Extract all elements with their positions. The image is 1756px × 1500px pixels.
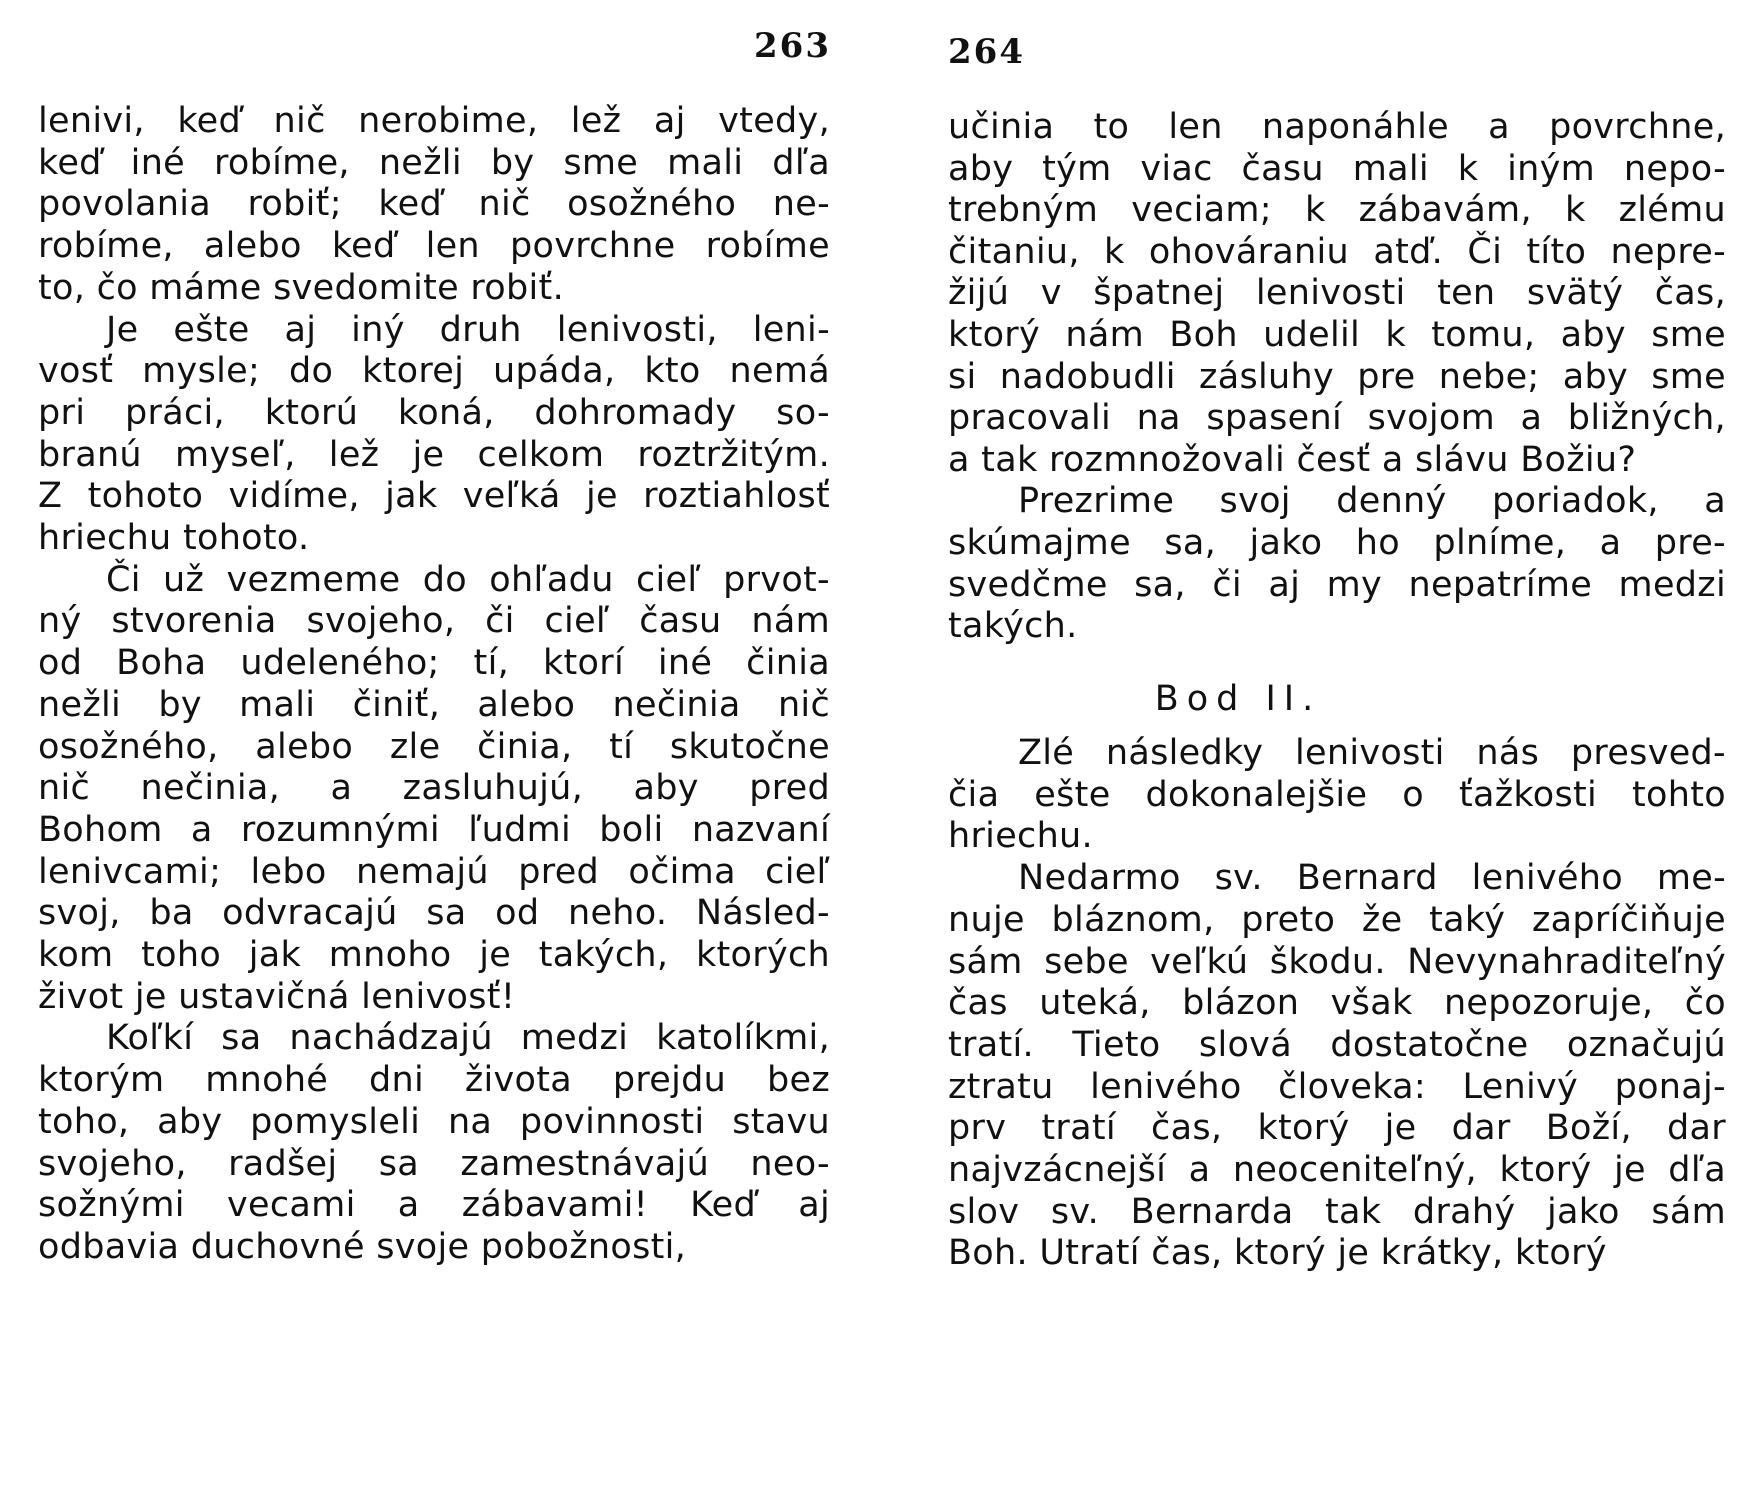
- page-number-right: 264: [948, 32, 1025, 72]
- text-line: pracovali na spasení svojom a bližných,: [948, 398, 1726, 439]
- text-line: nežli by mali činiť, alebo nečinia nič: [38, 684, 830, 725]
- text-line: nič nečinia, a zasluhujú, aby pred: [38, 768, 830, 809]
- text-line: nuje bláznom, preto že taký zapríčiňuje: [948, 899, 1726, 940]
- text-line: a tak rozmnožovali česť a slávu Božiu?: [948, 439, 1637, 480]
- text-line: od Boha udeleného; tí, ktorí iné činia: [38, 643, 830, 684]
- text-line: Koľkí sa nachádzajú medzi katolíkmi,: [106, 1018, 830, 1059]
- text-line: branú myseľ, lež je celkom roztržitým.: [38, 434, 830, 475]
- text-line: osožného, alebo zle činia, tí skutočne: [38, 726, 830, 767]
- text-line: slov sv. Bernarda tak drahý jako sám: [948, 1191, 1726, 1232]
- text-line: lenivcami; lebo nemajú pred očima cieľ: [38, 851, 830, 892]
- text-line: tratí. Tieto slová dostatočne označujú: [948, 1024, 1726, 1065]
- text-line: hriechu tohoto.: [38, 518, 310, 558]
- text-line: Nedarmo sv. Bernard lenivého me-: [1018, 858, 1726, 899]
- text-line: robíme, alebo keď len povrchne robíme: [38, 226, 830, 267]
- text-line: takých.: [948, 606, 1078, 647]
- text-line: sám sebe veľkú škodu. Nevynahraditeľný: [948, 941, 1726, 982]
- text-line: toho, aby pomysleli na povinnosti stavu: [38, 1101, 830, 1142]
- text-line: ný stvorenia svojeho, či cieľ času nám: [38, 601, 830, 642]
- text-line: pri práci, ktorú koná, dohromady so-: [38, 392, 830, 433]
- text-line: najvzácnejší a neoceniteľný, ktorý je dľa: [948, 1150, 1726, 1190]
- right-page: [878, 0, 1756, 1500]
- text-line: Či už vezmeme do ohľadu cieľ prvot-: [106, 559, 830, 600]
- text-line: Prezrime svoj denný poriadok, a: [1018, 481, 1726, 522]
- text-line: žijú v špatnej lenivosti ten svätý čas,: [948, 273, 1726, 314]
- text-line: skúmajme sa, jako ho plníme, a pre-: [948, 523, 1726, 563]
- section-heading: Bod II.: [1154, 679, 1322, 719]
- text-line: čia ešte dokonalejšie o ťažkosti tohto: [948, 774, 1726, 815]
- text-line: svedčme sa, či aj my nepatríme medzi: [948, 564, 1726, 605]
- text-line: Je ešte aj iný druh lenivosti, leni-: [106, 309, 830, 350]
- text-line: ztratu lenivého človeka: Lenivý ponaj-: [948, 1066, 1726, 1107]
- text-line: keď iné robíme, nežli by sme mali dľa: [38, 142, 830, 183]
- text-line: učinia to len naponáhle a povrchne,: [948, 107, 1726, 147]
- text-line: to, čo máme svedomite robiť.: [38, 267, 564, 308]
- page-number-left: 263: [754, 26, 831, 66]
- text-line: prv tratí čas, ktorý je dar Boží, dar: [948, 1108, 1726, 1149]
- text-line: kom toho jak mnoho je takých, ktorých: [38, 935, 830, 975]
- text-line: odbavia duchovné svoje pobožnosti,: [38, 1226, 687, 1267]
- text-line: Bohom a rozumnými ľudmi boli nazvaní: [38, 809, 830, 850]
- text-line: svoj, ba odvracajú sa od neho. Násled-: [38, 893, 830, 934]
- text-line: sožnými vecami a zábavami! Keď aj: [38, 1185, 830, 1226]
- text-line: trebným veciam; k zábavám, k zlému: [948, 190, 1726, 231]
- text-line: si nadobudli zásluhy pre nebe; aby sme: [948, 356, 1726, 397]
- text-line: lenivi, keď nič nerobime, lež aj vtedy,: [38, 101, 830, 141]
- text-line: Zlé následky lenivosti nás presved-: [1018, 733, 1726, 773]
- text-line: Boh. Utratí čas, ktorý je krátky, ktorý: [948, 1233, 1607, 1274]
- text-line: čitaniu, k ohováraniu atď. Či títo nepre-: [948, 231, 1726, 272]
- text-line: vosť mysle; do ktorej upáda, kto nemá: [38, 351, 830, 392]
- text-line: Z tohoto vidíme, jak veľká je roztiahlosť: [38, 476, 830, 517]
- text-line: čas uteká, blázon však nepozoruje, čo: [948, 983, 1726, 1024]
- text-line: ktorý nám Boh udelil k tomu, aby sme: [948, 315, 1726, 355]
- text-line: svojeho, radšej sa zamestnávajú neo-: [38, 1143, 830, 1184]
- text-line: ktorým mnohé dni života prejdu bez: [38, 1060, 830, 1101]
- text-line: aby tým viac času mali k iným nepo-: [948, 148, 1726, 189]
- text-line: povolania robiť; keď nič osožného ne-: [38, 184, 830, 225]
- text-line: život je ustavičná lenivosť!: [38, 976, 516, 1017]
- text-line: hriechu.: [948, 816, 1093, 857]
